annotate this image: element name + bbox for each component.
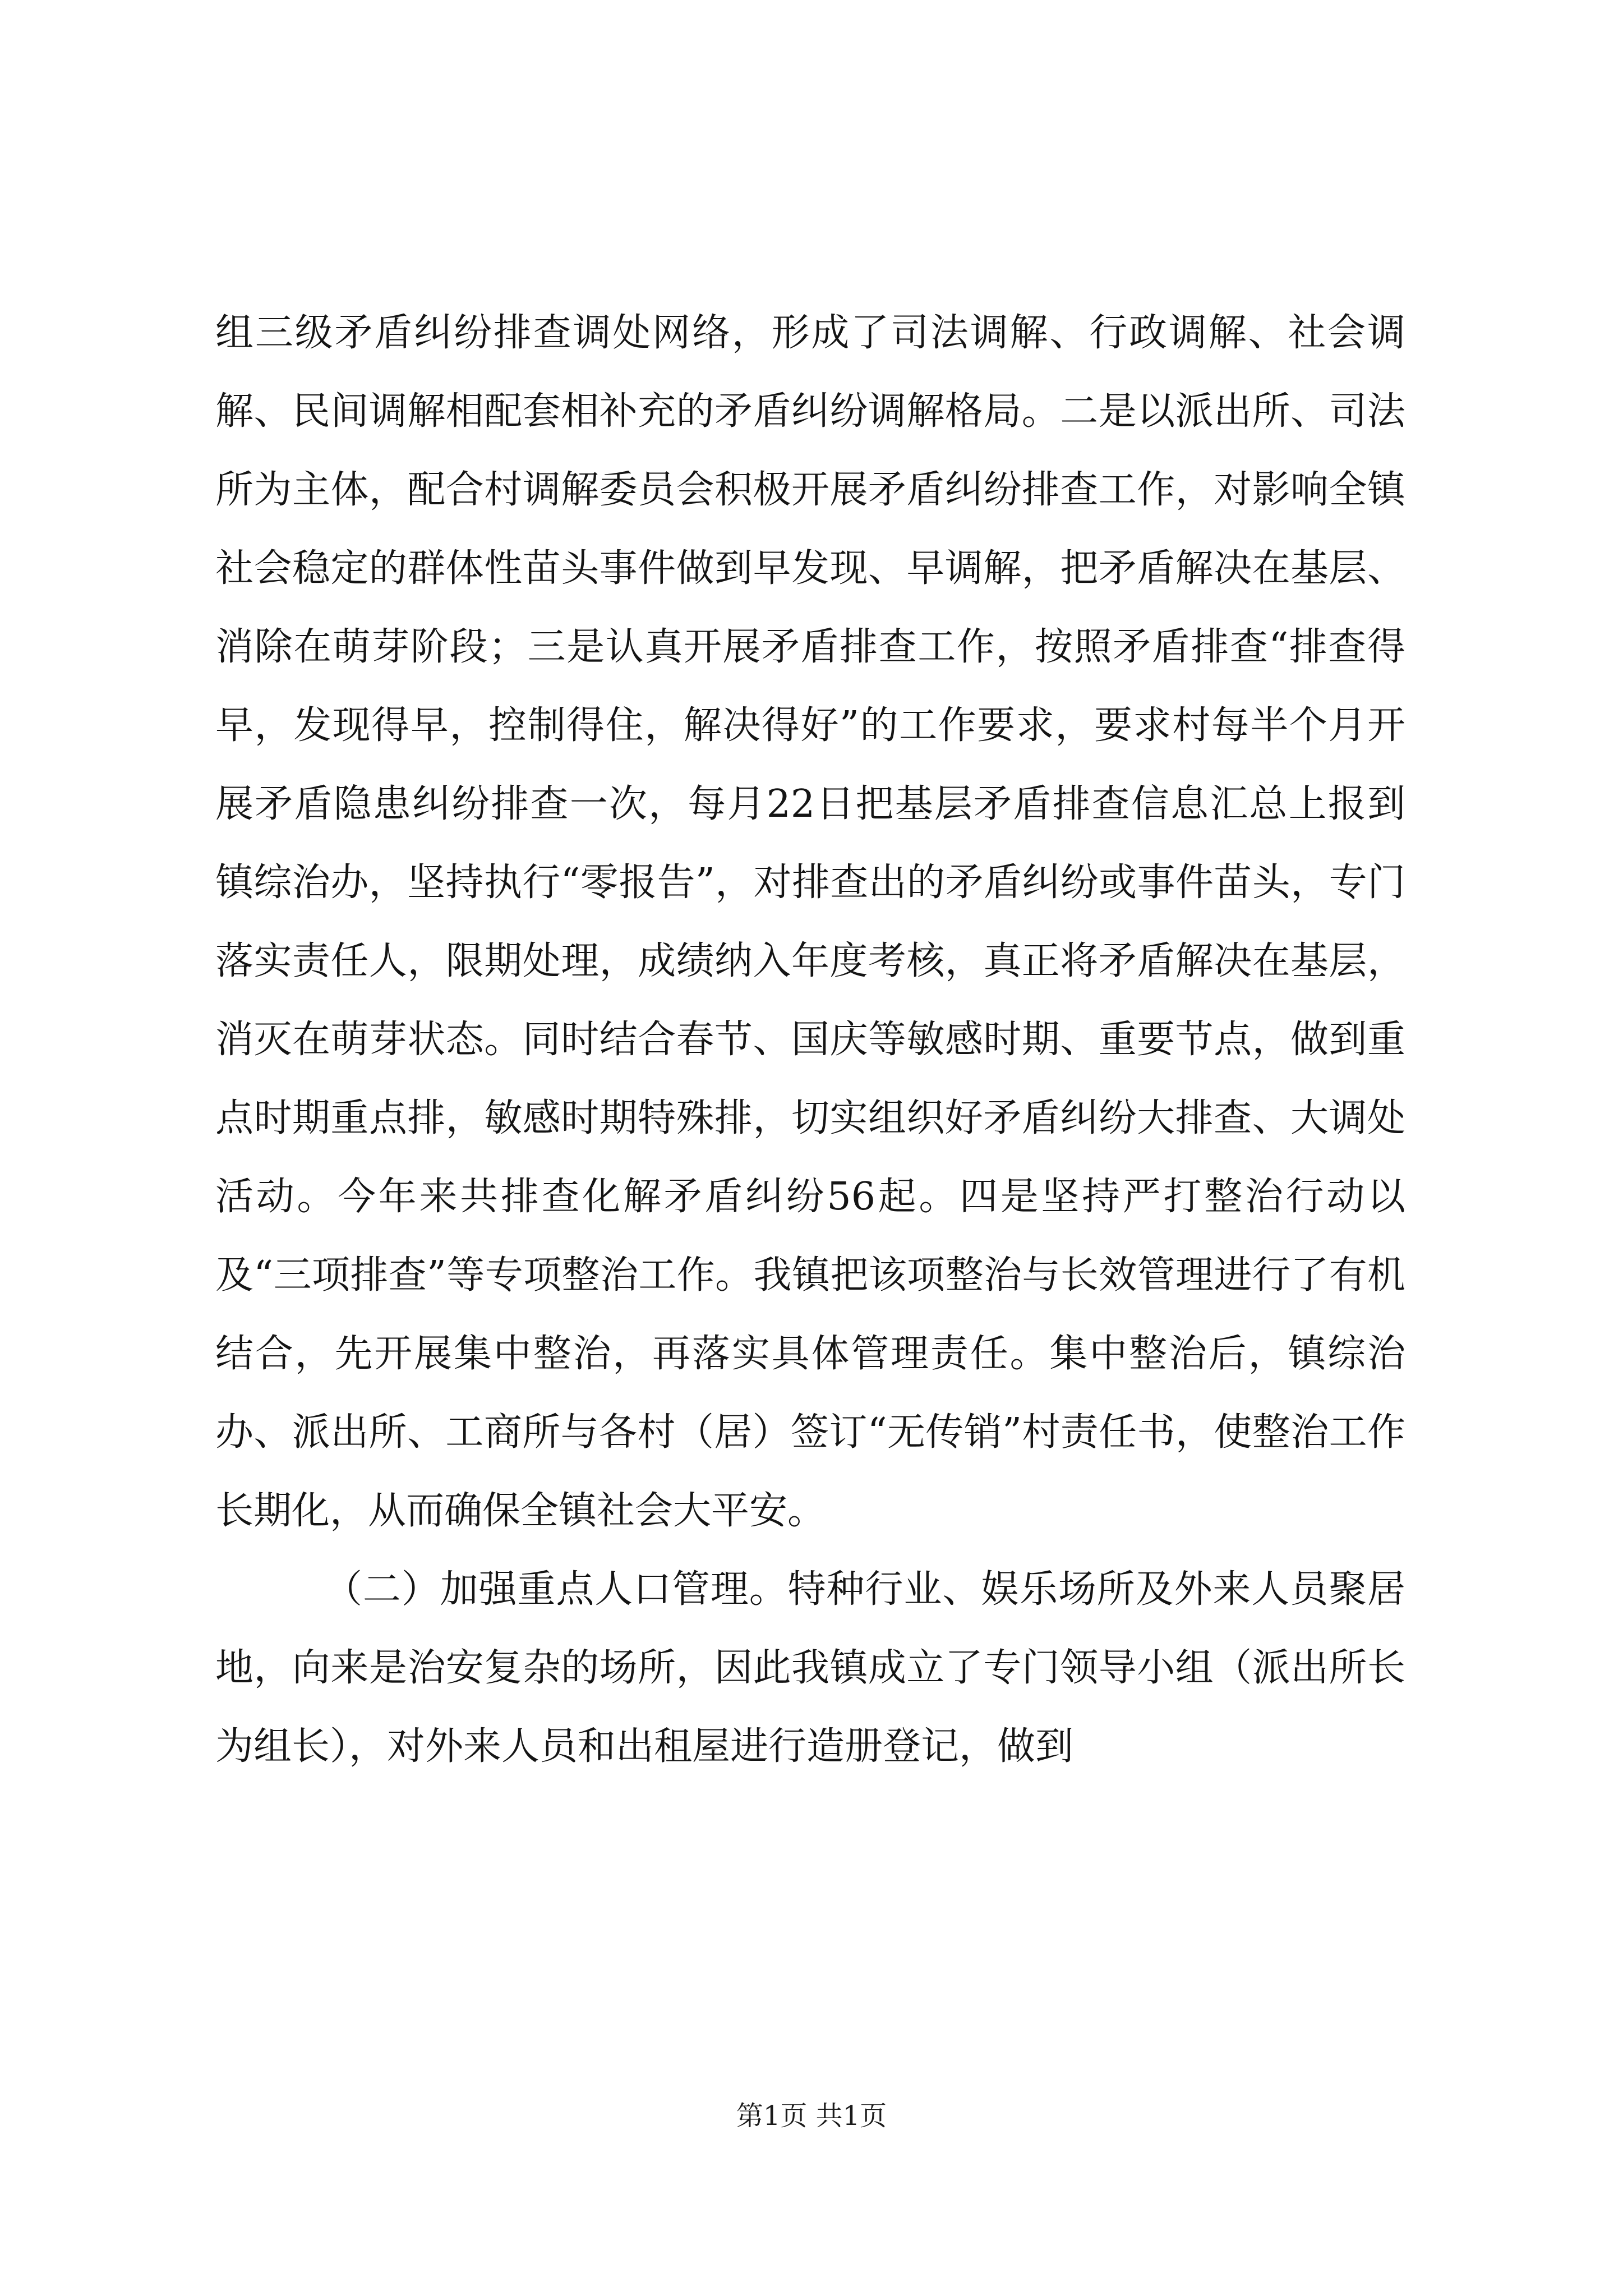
paragraph-continuation: 组三级矛盾纠纷排查调处网络，形成了司法调解、行政调解、社会调解、民间调解相配套相补充的矛盾纠纷调解格局。二是以派出所、司法所为主体，配合村调解委员会积极开展矛盾纠纷排查工作，对影响全镇社会稳定的群体性苗头事件做到早发现、早调解，把矛盾解决在基层、消除在萌芽阶段；三是认真开展矛盾排查工作，按照矛盾排查“排查得早，发现得早，控制得住，解决得好”的工作要求，要求村每半个月开展矛盾隐患纠纷排查一次，每月22日把基层矛盾排查信息汇总上报到镇综治办，坚持执行“零报告”，对排查出的矛盾纠纷或事件苗头，专门落实责任人，限期处理，成绩纳入年度考核，真正将矛盾解决在基层，消灭在萌芽状态。同时结合春节、国庆等敏感时期、重要节点，做到重点时期重点排，敏感时期特殊排，切实组织好矛盾纠纷大排查、大调处活动。今年来共排查化解矛盾纠纷56起。四是坚持严打整治行动以及“三项排查”等专项整治工作。我镇把该项整治与长效管理进行了有机结合，先开展集中整治，再落实具体管理责任。集中整治后，镇综治办、派出所、工商所与各村（居）签订“无传销”村责任书，使整治工作长期化，从而确保全镇社会大平安。 [215, 311, 1405, 1533]
document-body [215, 294, 1405, 1786]
page-footer: 第1页 共1页 [736, 2100, 887, 2132]
paragraph-key-population-management: （二）加强重点人口管理。特种行业、娱乐场所及外来人员聚居地，向来是治安复杂的场所，因此我镇成立了专门领导小组（派出所长为组长），对外来人员和出租屋进行造册登记，做到 [215, 1567, 1405, 1769]
